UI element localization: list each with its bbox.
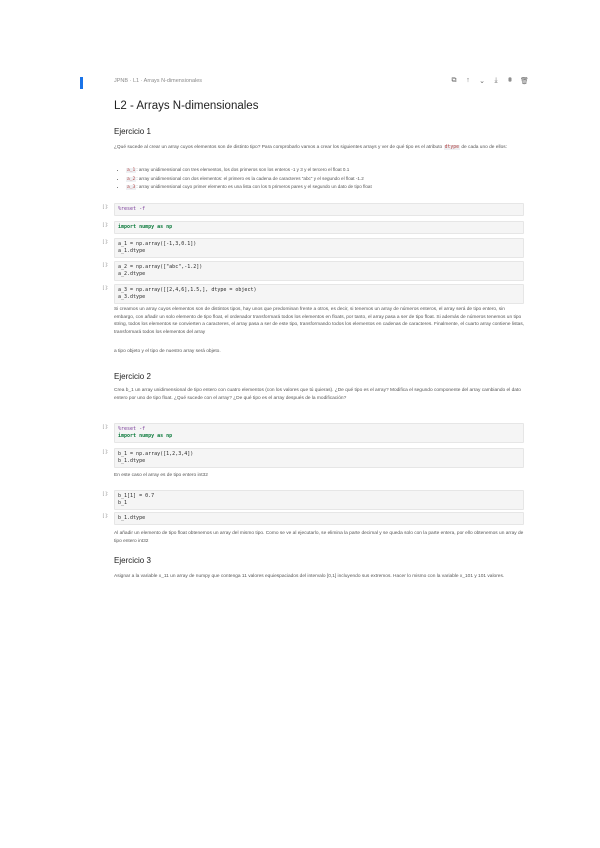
code-cell[interactable] [84,203,524,215]
ex2-heading: Ejercicio 2 [114,372,151,381]
list-item [126,183,522,192]
code-cell[interactable] [84,448,524,467]
cell-toolbar [450,77,528,85]
ex1-bullet-list [122,166,522,192]
code-input[interactable] [114,448,524,468]
code-line: b_1.dtype [118,515,146,521]
list-item [126,166,522,175]
bullet-text: : array unidimensional con tres elementos, los dos primeros son los enteros -1 y 3 y el tercero el float 0.1 [136,167,350,172]
code-line: %reset -f [118,206,146,212]
ex1-answer-2: a tipo objeto y el tipo de nuestro array será objeto. [114,349,221,354]
code-line: a_1.dtype [118,247,146,254]
ex3-heading-wrap [114,556,151,565]
list-item [126,175,522,184]
breadcrumb[interactable]: JPNB · L1 · Arrays N-dimensionales [114,78,203,84]
arrow-up-icon[interactable]: ↑ [466,77,470,84]
cell-prompt: [ ]: [102,492,108,497]
code-cell[interactable] [84,221,524,233]
ex1-intro [114,144,526,152]
ex2-answer: Al añadir un elemento de tipo float obtenemos un array del mismo tipo. Como se ve al ejecutarlo, se elimina la parte decimal y se queda solo con la parte entera, por ello obtenemos un array de tipo entero int32 [114,531,524,544]
code-input[interactable] [114,203,524,216]
bullet-text: : array unidimensional con dos elementos: el primero es la cadena de caracteres "abc" y el segundo el float -1.2 [136,175,364,181]
code-line: b_1 [118,499,128,506]
code-line: a_3.dtype [118,293,146,300]
ex3-text: Asignar a la variable x_11 un array de numpy que contenga 11 valores equiespaciados del intervalo [0,1] incluyendo sus extremos. Hacer lo mismo con la variable x_101 y 101 valores. [114,574,505,579]
notebook-header [80,76,528,92]
copy-icon[interactable]: ⧉ [451,77,457,84]
ex2-note: En este caso el array es de tipo entero int32 [114,473,208,478]
code-cell[interactable] [84,261,524,280]
code-line: b_1[1] = 0.7 [118,493,155,499]
code-line: %reset -f [118,426,146,432]
active-cell-marker [80,77,83,89]
bullet-code: a_2 [127,176,136,182]
code-line: b_1.dtype [118,457,146,464]
code-line: b_1 = np.array([1,2,3,4]) [118,451,194,457]
code-line: a_2 = np.array(["abc",-1.2]) [118,264,203,270]
ex1-heading-wrap [114,127,151,136]
code-line: import numpy as np [118,432,173,439]
code-input[interactable] [114,512,524,525]
code-input[interactable] [114,423,524,443]
code-line: a_3 = np.array([[2,4,6],1.5,], dtype = object) [118,287,257,293]
download-icon[interactable]: ⤓ [494,77,498,84]
code-input[interactable] [114,261,524,281]
code-cell[interactable] [84,284,524,303]
code-input[interactable] [114,221,524,234]
cell-prompt: [ ]: [102,263,108,268]
cell-prompt: [ ]: [102,514,108,519]
code-input[interactable] [114,284,524,304]
ex1-heading: Ejercicio 1 [114,127,151,136]
code-cell[interactable] [84,512,524,524]
notebook-title-area [114,100,524,112]
cell-prompt: [ ]: [102,450,108,455]
cell-prompt: [ ]: [102,240,108,245]
ex1-intro-text-2: de cada uno de ellos: [461,145,507,150]
code-cell[interactable] [84,423,524,442]
arrow-down-icon[interactable]: ⌄ [479,78,485,85]
trash-icon[interactable]: 🗑 [520,78,529,85]
ex3-heading: Ejercicio 3 [114,556,151,565]
ex2-text: Crea b_1 un array unidimensional de tipo entero con cuatro elementos (con los valores que tú quieras). ¿De qué tipo es el array? Modifica el segundo componente del array cambiando el dato entero por uno de tipo float. ¿Qué sucede con el array? ¿De qué tipo es el array después de la modificación? [114,388,521,401]
page-title: L2 - Arrays N-dimensionales [114,100,259,112]
code-line: a_1 = np.array([-1,3,0.1]) [118,241,197,247]
cell-prompt: [ ]: [102,286,108,291]
code-input[interactable] [114,238,524,258]
bullet-code: a_1 [127,168,136,173]
bullet-code: a_3 [127,185,136,191]
ex1-intro-text: ¿Qué sucede al crear un array cuyos elementos son de distinto tipo? Para comprobarlo vamos a crear los siguientes arrays y ver de qué tipo es el atributo [114,145,443,150]
code-line: import numpy as np [118,224,173,230]
ex2-heading-wrap [114,372,151,381]
cell-prompt: [ ]: [102,223,108,228]
filter-icon[interactable]: ⩩ [508,77,512,84]
dtype-inline-code: dtype [444,145,460,150]
bullet-text: : array unidimensional cuyo primer elemento es una lista con los 5 primeros pares y el segundo un dato de tipo float [136,184,372,190]
cell-prompt: [ ]: [102,425,108,430]
ex1-answer: Si creamos un array cuyos elementos son de distintos tipos, hay unos que predominan frente a otros, es decir, si tenemos un array de números enteros, el array será de tipo entero, sin embargo, con añadir un solo elemento de tipo float, el ordenador transformará todos los elementos en floats, por tanto, el array pasa a ser de tipo float. Si además de números tenemos un tipo string, todos los elementos se convierten a caracteres, el array pasa a ser de este tipo, transformando todos los elementos en cadenas de caracteres. Finalmente, el cuarto array contiene listas, transformará todos los elementos del array [114,307,525,335]
code-line: a_2.dtype [118,270,146,277]
code-input[interactable] [114,490,524,510]
code-cell[interactable] [84,490,524,509]
cell-prompt: [ ]: [102,205,108,210]
code-cell[interactable] [84,238,524,257]
